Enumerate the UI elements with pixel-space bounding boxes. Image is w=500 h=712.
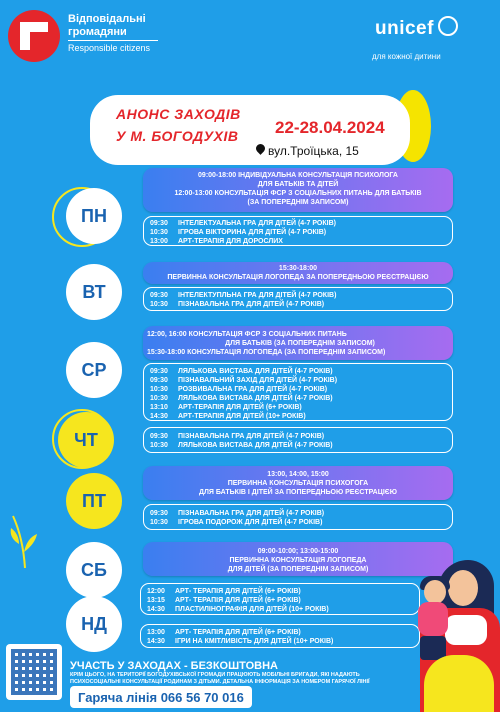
- sun-activities: [140, 624, 420, 648]
- list-item: 13:15 АРТ- ТЕРАПІЯ ДЛЯ ДІТЕЙ (6+ РОКІВ): [147, 597, 301, 604]
- mobile-teams-note: КРІМ ЦЬОГО, НА ТЕРИТОРІЇ БОГОДУХІВСЬКОЇ ГРОМАДИ ПРАЦЮЮТЬ МОБІЛЬНІ БРИГАДИ, ЯКІ НАДАЮТЬ ПСИХОСОЦІАЛЬНІ КОНСУЛЬТАЦІЇ РОДИНАМ З ДІТЬМИ. ДЕТАЛЬНА ІНФОРМАЦІЯ ЗА НОМЕРОМ ГАРЯЧОЇ ЛІНІЇ: [70, 672, 370, 685]
- list-item: 10:30 ЛЯЛЬКОВА ВИСТАВА ДЛЯ ДІТЕЙ (4-7 РОКІВ): [150, 442, 333, 449]
- title-line1: АНОНС ЗАХОДІВ: [116, 106, 241, 122]
- illustration-mother-face: [448, 570, 478, 606]
- mon-consultations: [143, 168, 453, 212]
- list-item: 09:30 ПІЗНАВАЛЬНИЙ ЗАХІД ДЛЯ ДІТЕЙ (4-7 РОКІВ): [150, 377, 338, 384]
- list-item: 14:30 АРТ-ТЕРАПІЯ ДЛЯ ДІТЕЙ (10+ РОКІВ): [150, 413, 306, 420]
- day-sun: НД: [66, 596, 122, 652]
- event-address: вул.Троїцька, 15: [268, 144, 359, 158]
- title-line2: У М. БОГОДУХІВ: [116, 128, 239, 144]
- list-item: 10:30 ПІЗНАВАЛЬНА ГРА ДЛЯ ДІТЕЙ (4-7 РОКІВ): [150, 301, 325, 308]
- wed-consultations: [143, 326, 453, 360]
- mon-consult-line1: 09:00-18:00 ІНДИВІДУАЛЬНА КОНСУЛЬТАЦІЯ ПСИХОЛОГА: [198, 172, 398, 179]
- tue-activities: [143, 287, 453, 311]
- day-mon: ПН: [66, 188, 122, 244]
- list-item: 10:30 ІГРОВА ПОДОРОЖ ДЛЯ ДІТЕЙ (4-7 РОКІВ): [150, 519, 323, 526]
- fri-consultations: [143, 466, 453, 500]
- illustration-mother-shirt: [445, 615, 487, 645]
- unicef-tagline: для кожної дитини: [372, 52, 441, 61]
- day-tue: ВТ: [66, 264, 122, 320]
- sat-consult-line2: ПЕРВИННА КОНСУЛЬТАЦІЯ ЛОГОПЕДА: [229, 557, 367, 564]
- free-participation-text: УЧАСТЬ У ЗАХОДАХ - БЕЗКОШТОВНА: [70, 660, 278, 672]
- org-name-en: Responsible citizens: [68, 43, 151, 53]
- illustration-skirt: [424, 655, 494, 712]
- day-wed: СР: [66, 342, 122, 398]
- list-item: 10:30 ЛЯЛЬКОВА ВИСТАВА ДЛЯ ДІТЕЙ (4-7 РОКІВ): [150, 395, 333, 402]
- list-item: 13:00 АРТ-ТЕРАПІЯ ДЛЯ ДОРОСЛИХ: [150, 238, 283, 245]
- list-item: 14:30 ПЛАСТИЛІНОГРАФІЯ ДЛЯ ДІТЕЙ (10+ РОКІВ): [147, 606, 329, 613]
- list-item: 09:30 ЛЯЛЬКОВА ВИСТАВА ДЛЯ ДІТЕЙ (4-7 РОКІВ): [150, 368, 333, 375]
- org-name-line2: громадяни: [68, 26, 127, 38]
- fri-consult-line2: ПЕРВИННА КОНСУЛЬТАЦІЯ ПСИХОГОГА: [227, 480, 369, 487]
- mon-consult-line4: (ЗА ПОПЕРЕДНІМ ЗАПИСОМ): [247, 199, 349, 206]
- day-fri: ПТ: [66, 473, 122, 529]
- tue-consult-line2: ПЕРВИННА КОНСУЛЬТАЦІЯ ЛОГОПЕДА ЗА ПОПЕРЕДНЬОЮ РЕЄСТРАЦІЄЮ: [167, 274, 429, 281]
- plant-illustration: [7, 508, 43, 568]
- sat-consult-line3: ДЛЯ ДІТЕЙ (ЗА ПОПЕРЕДНІМ ЗАПИСОМ): [227, 566, 369, 573]
- wed-activities: [143, 363, 453, 421]
- list-item: 14:30 ІГРИ НА КМІТЛИВІСТЬ ДЛЯ ДІТЕЙ (10+ РОКІВ): [147, 638, 334, 645]
- illustration-child-body: [418, 602, 448, 636]
- org-divider: [68, 40, 158, 41]
- event-dates: 22-28.04.2024: [275, 118, 385, 137]
- unicef-logo-text: unicef: [375, 18, 434, 39]
- list-item: 09:30 ПІЗНАВАЛЬНА ГРА ДЛЯ ДІТЕЙ (4-7 РОКІВ): [150, 510, 325, 517]
- org-name-line1: Відповідальні: [68, 13, 146, 25]
- mon-consult-line2: ДЛЯ БАТЬКІВ ТА ДІТЕЙ: [257, 181, 339, 188]
- list-item: 09:30 ІНТЕЛЕКТУПЛЬНА ГРА ДЛЯ ДІТЕЙ (4-7 РОКІВ): [150, 292, 337, 299]
- fri-consult-line3: ДЛЯ БАТЬКІВ І ДІТЕЙ ЗА ПОПЕРЕДНЬОЮ РЕЄСТРАЦІЄЮ: [199, 489, 397, 496]
- tue-consultations: [143, 262, 453, 284]
- hotline-badge[interactable]: Гаряча лінія 066 56 70 016: [70, 686, 252, 708]
- day-thu: ЧТ: [58, 412, 114, 468]
- list-item: 10:30 ІГРОВА ВІКТОРИНА ДЛЯ ДІТЕЙ (4-7 РОКІВ): [150, 229, 327, 236]
- sat-consultations: [143, 542, 453, 576]
- wed-consult-line1: 12:00, 16:00 КОНСУЛЬТАЦІЯ ФСР З СОЦІАЛЬНИХ ПИТАНЬ: [147, 331, 347, 338]
- mon-consult-line3: 12:00-13:00 КОНСУЛЬТАЦІЯ ФСР З СОЦІАЛЬНИХ ПИТАНЬ ДЛЯ БАТЬКІВ: [174, 190, 422, 197]
- qr-code-pattern: [11, 649, 57, 695]
- fri-consult-line1: 13:00, 14:00, 15:00: [267, 471, 329, 478]
- tue-consult-line1: 15:30-18:00: [278, 265, 318, 272]
- unicef-globe-icon: [438, 16, 458, 36]
- illustration-child-head: [424, 580, 446, 604]
- mon-activities: [143, 216, 453, 246]
- sat-activities: [140, 583, 420, 615]
- day-sat: СБ: [66, 542, 122, 598]
- thu-activities: [143, 427, 453, 453]
- fri-activities: [143, 504, 453, 530]
- list-item: 13:10 АРТ-ТЕРАПІЯ ДЛЯ ДІТЕЙ (6+ РОКІВ): [150, 404, 302, 411]
- list-item: 09:30 ПІЗНАВАЛЬНА ГРА ДЛЯ ДІТЕЙ (4-7 РОКІВ): [150, 433, 325, 440]
- list-item: 09:30 ІНТЕЛЕКТУАЛЬНА ГРА ДЛЯ ДІТЕЙ (4-7 РОКІВ): [150, 220, 336, 227]
- list-item: 12:00 АРТ- ТЕРАПІЯ ДЛЯ ДІТЕЙ (6+ РОКІВ): [147, 588, 301, 595]
- list-item: 10:30 РОЗВИВАЛЬНА ГРА ДЛЯ ДІТЕЙ (4-7 РОКІВ): [150, 386, 328, 393]
- org-logo-mark-inner: [30, 32, 48, 50]
- sat-consult-line1: 09:00-10:00; 13:00-15:00: [257, 548, 339, 555]
- wed-consult-line3: 15:30-18:00 КОНСУЛЬТАЦІЯ ЛОГОПЕДА (ЗА ПОПЕРЕДНІМ ЗАПИСОМ): [147, 349, 386, 356]
- list-item: 13:00 АРТ- ТЕРАПІЯ ДЛЯ ДІТЕЙ (6+ РОКІВ): [147, 629, 301, 636]
- wed-consult-line2: ДЛЯ БАТЬКІВ (ЗА ПОПЕРЕДНІМ ЗАПИСОМ): [225, 340, 375, 347]
